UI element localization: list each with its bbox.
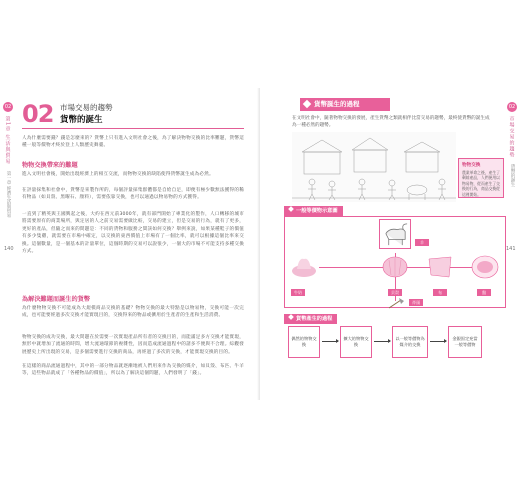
goat-icon — [380, 220, 411, 249]
label-shell: 貝殼 — [388, 289, 402, 296]
flow-step: 偶然的物物交換 — [288, 326, 320, 358]
section1-paragraph-1: 進入文明社會後，開始出現經濟上的相互交流，而物物交換的缺陷使得貨幣誕生成為必然。 — [22, 172, 214, 177]
chapter-number: 02 — [22, 100, 54, 128]
flow-step: 擴大的物物交換 — [340, 326, 372, 358]
diagram-title-tag — [284, 206, 343, 216]
flow-step: 以一般等價物為媒介的交換 — [392, 326, 428, 358]
axe-node — [387, 295, 405, 307]
callout-body: 農業革命之後，產生了剩餘產品，人們便用以物易物，從而產生了交換的行為，商品交換從這裡開始。 — [462, 170, 500, 197]
callout-title: 物物交換 — [462, 163, 481, 168]
chapter-title: 貨幣的誕生 — [60, 115, 103, 125]
flow-title-tag — [284, 314, 337, 324]
side-chapter-badge: 02 — [508, 104, 516, 110]
left-side-tab — [2, 102, 14, 332]
side-tab-title: 市場交易的趨勢 — [508, 116, 515, 158]
diamond-icon — [303, 100, 311, 108]
side-tab-sub: 第一章 經濟生活與貿易 — [6, 170, 11, 218]
barter-callout — [458, 158, 504, 198]
page-number-left: 140 — [4, 246, 14, 252]
axe-icon — [387, 298, 405, 310]
intro-paragraph: 人為什麼需要錢？錢是怎麼來的？貨幣上只有進入文明社會之後，為了解決物物交換的比率難題，貨幣這種一般等價物才終於登上人類歷史舞臺。 — [22, 136, 244, 149]
flow-title: 貨幣產生的過程 — [296, 316, 333, 322]
flow-arrow — [430, 341, 446, 342]
label-axe: 斧頭 — [409, 299, 423, 306]
market-sketch-illustration — [292, 132, 456, 202]
chapter-subtitle: 市場交易的趨勢 — [60, 103, 113, 112]
right-intro: 在文明社會中，隨著物物交換的發展，產生貨幣之類就相伴比當交易的趨勢，最終使貨幣的誕生成為一種必然的趨勢。 — [292, 116, 490, 128]
label-milk: 牛奶 — [291, 289, 305, 296]
section-title-2: 為解決難題而誕生的貨幣 — [22, 296, 91, 303]
flow-arrow — [374, 341, 390, 342]
section2-paragraph-1: 為什麼物物交換不可能成為大規模商品交換的基礎？物物交換的最大特點是以物易物，交換可能一次完成，也可能要經過多次交換才能實現目的，交換得來的物品或擴用於生產者的生產和生活消費。 — [22, 306, 244, 319]
left-page — [0, 88, 260, 400]
right-page — [260, 88, 520, 400]
cloth-node — [425, 253, 455, 281]
section1-paragraph-3: 一直到了精英與王國興起之後，大約在西元前3000年，就有部門開始了專業化的製作，人口轉移的城市將需要原有的商業場所，與定居的人之前交易需要做比較，交易的建立，但是交易的行為，就有了更多，更好的產品，但隨之而來的問題是：不同的貨物和服務之間該如何交換？舉例來說，如果某種鞋子的價值有多少隻雞，就需要在市場中確定，以交換的東西價值上市場有了一個比率，就可以根據這個比率來交換。這個數量，是一個基本的計量單位，這個時期的交易可以說很少，一個大的市場不可能支持多種交換方式。 — [22, 212, 244, 255]
sheep-node — [379, 219, 411, 249]
shell-icon — [379, 253, 411, 281]
section2-paragraph-3: 在這樣的商品流通過程中，其中的一部分物品就逐漸地被人們用來作為交換的媒介，如貝殼、布匹、牛羊等，這些物品就成了「各種物品的價值」，所以為了解決這個問題，人們發明了「錢」。 — [22, 364, 244, 377]
label-sheep: 羊 — [415, 239, 429, 246]
right-side-tab — [506, 102, 518, 332]
milk-node — [289, 253, 319, 281]
milk-splash-icon — [289, 253, 319, 281]
page-number-right: 141 — [506, 246, 516, 252]
section-title-1: 物物交換帶來的難題 — [22, 162, 78, 169]
label-cloth: 布 — [433, 289, 447, 296]
flow-arrow — [322, 341, 338, 342]
flow-step: 金銀固定充當一般等價物 — [448, 326, 482, 358]
cloth-icon — [425, 253, 455, 281]
process-banner — [300, 98, 390, 111]
diamond-icon — [288, 314, 294, 320]
banner-title: 貨幣誕生的過程 — [314, 100, 360, 108]
plate-node — [469, 253, 501, 281]
side-tab-title: 第1章 生活與貿易 — [4, 116, 11, 165]
diagram-title: 一般等價物示意圖 — [296, 208, 338, 214]
title-rule — [22, 128, 244, 129]
label-plate: 盤 — [477, 289, 491, 296]
shell-node — [379, 253, 411, 281]
side-chapter-badge: 02 — [4, 104, 12, 110]
section1-paragraph-2: 在評量採集和社會中，貨幣是來製作所的，每個評量採集群體都是自給自足，即便有極少數無法獲得的稀有物品（如貝殼、黑曜石、顏料），需要依靠交換，也可以通過以物易物的方式獲得。 — [22, 188, 244, 201]
section2-paragraph-2: 物物交換的成功交換，最大問題在於需要一次實現產品所有者的交換目的，而能滿足多方交換才能實現，無形中就增加了流通的時間，增大流通環節的複雜性，因而造成流通過程中的諸多不便與不合理。綜觀發展歷史上所出現的交易，是多個需要進行交換的商品，再經過了多次的交換，才能實現交換的目的。 — [22, 335, 244, 355]
book-spread — [0, 88, 520, 400]
equivalent-diagram — [284, 216, 506, 308]
diamond-icon — [288, 206, 294, 212]
plate-icon — [469, 253, 501, 281]
side-tab-sub: 貨幣的誕生 — [510, 164, 515, 187]
